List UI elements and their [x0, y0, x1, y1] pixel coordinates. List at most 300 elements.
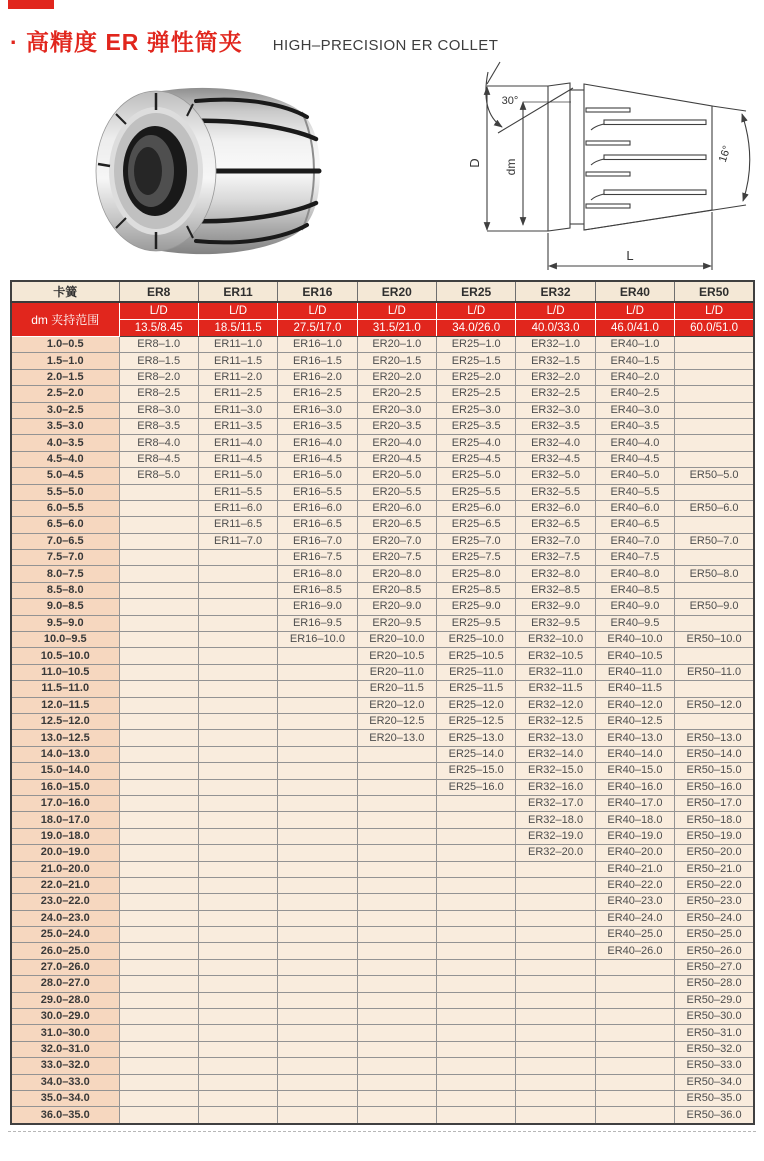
dim-label-dm: dm [504, 158, 518, 176]
data-cell [516, 861, 595, 877]
data-cell: ER25–7.0 [437, 533, 516, 549]
data-cell [119, 779, 198, 795]
table-row [11, 353, 754, 369]
data-cell [198, 894, 277, 910]
data-cell [675, 451, 754, 467]
data-cell: ER16–6.5 [278, 517, 357, 533]
data-cell [198, 1041, 277, 1057]
range-cell: 8.5–8.0 [11, 582, 119, 598]
data-cell [119, 730, 198, 746]
data-cell [595, 1107, 674, 1124]
data-cell: ER40–9.5 [595, 615, 674, 631]
data-cell: ER32–8.0 [516, 566, 595, 582]
data-cell: ER32–10.0 [516, 632, 595, 648]
data-cell: ER20–6.5 [357, 517, 436, 533]
data-cell: ER40–7.0 [595, 533, 674, 549]
data-cell [278, 845, 357, 861]
data-cell [119, 517, 198, 533]
data-cell: ER50–23.0 [675, 894, 754, 910]
data-cell [198, 697, 277, 713]
data-cell [437, 845, 516, 861]
data-cell: ER40–13.0 [595, 730, 674, 746]
data-cell [595, 1009, 674, 1025]
table-row [11, 1025, 754, 1041]
data-cell [119, 927, 198, 943]
data-cell [675, 402, 754, 418]
range-cell: 36.0–35.0 [11, 1107, 119, 1124]
dim-label-l: L [626, 248, 634, 263]
data-cell [437, 976, 516, 992]
data-cell [119, 615, 198, 631]
range-cell: 23.0–22.0 [11, 894, 119, 910]
data-cell [198, 828, 277, 844]
range-cell: 17.0–16.0 [11, 795, 119, 811]
data-cell [198, 746, 277, 762]
range-cell: 14.0–13.0 [11, 746, 119, 762]
data-cell [119, 1090, 198, 1106]
data-cell: ER20–7.5 [357, 550, 436, 566]
data-cell: ER40–18.0 [595, 812, 674, 828]
ld-label-cell: L/D [357, 302, 436, 320]
data-cell: ER40–15.0 [595, 763, 674, 779]
data-cell: ER32–12.0 [516, 697, 595, 713]
range-cell: 29.0–28.0 [11, 992, 119, 1008]
data-cell: ER20–5.0 [357, 468, 436, 484]
data-cell: ER32–17.0 [516, 795, 595, 811]
data-cell: ER8–5.0 [119, 468, 198, 484]
data-cell [437, 1058, 516, 1074]
table-row [11, 861, 754, 877]
ld-value-cell: 13.5/8.45 [119, 320, 198, 337]
data-cell [675, 550, 754, 566]
ld-label-cell: L/D [595, 302, 674, 320]
data-cell: ER11–1.5 [198, 353, 277, 369]
data-cell: ER25–11.5 [437, 681, 516, 697]
collet-photo [64, 70, 380, 274]
data-cell: ER16–5.0 [278, 468, 357, 484]
data-cell [198, 713, 277, 729]
range-cell: 21.0–20.0 [11, 861, 119, 877]
data-cell: ER32–14.0 [516, 746, 595, 762]
data-cell [198, 730, 277, 746]
range-cell: 12.0–11.5 [11, 697, 119, 713]
data-cell: ER40–5.5 [595, 484, 674, 500]
data-cell [119, 566, 198, 582]
data-cell: ER20–3.5 [357, 418, 436, 434]
data-cell: ER50–33.0 [675, 1058, 754, 1074]
data-cell: ER11–3.0 [198, 402, 277, 418]
column-header: ER25 [437, 281, 516, 302]
table-row [11, 927, 754, 943]
data-cell: ER32–2.5 [516, 386, 595, 402]
data-cell [278, 943, 357, 959]
data-cell: ER11–6.0 [198, 500, 277, 516]
data-cell: ER16–7.5 [278, 550, 357, 566]
ld-label-cell: L/D [437, 302, 516, 320]
data-cell: ER32–9.0 [516, 599, 595, 615]
data-cell [278, 1090, 357, 1106]
data-cell [595, 1041, 674, 1057]
data-cell: ER32–13.0 [516, 730, 595, 746]
data-cell [516, 976, 595, 992]
data-cell [198, 812, 277, 828]
data-cell [119, 943, 198, 959]
data-cell [198, 1009, 277, 1025]
data-cell [119, 976, 198, 992]
data-cell: ER25–11.0 [437, 664, 516, 680]
data-cell: ER40–26.0 [595, 943, 674, 959]
data-cell: ER16–6.0 [278, 500, 357, 516]
data-cell [437, 1025, 516, 1041]
data-cell [675, 582, 754, 598]
data-cell: ER40–10.5 [595, 648, 674, 664]
data-cell: ER25–5.5 [437, 484, 516, 500]
data-cell [119, 697, 198, 713]
data-cell: ER50–12.0 [675, 697, 754, 713]
data-cell: ER50–14.0 [675, 746, 754, 762]
data-cell [595, 959, 674, 975]
data-cell: ER25–1.0 [437, 337, 516, 353]
data-cell: ER32–11.5 [516, 681, 595, 697]
data-cell: ER20–2.5 [357, 386, 436, 402]
data-cell [437, 877, 516, 893]
data-cell: ER11–5.5 [198, 484, 277, 500]
data-cell [198, 943, 277, 959]
ld-value-cell: 18.5/11.5 [198, 320, 277, 337]
range-cell: 1.0–0.5 [11, 337, 119, 353]
data-cell [357, 1025, 436, 1041]
data-cell: ER16–3.5 [278, 418, 357, 434]
data-cell [278, 779, 357, 795]
table-row [11, 697, 754, 713]
range-cell: 5.0–4.5 [11, 468, 119, 484]
data-cell [357, 795, 436, 811]
data-cell [198, 959, 277, 975]
data-cell [119, 1041, 198, 1057]
range-cell: 31.0–30.0 [11, 1025, 119, 1041]
data-cell: ER40–17.0 [595, 795, 674, 811]
range-cell: 9.5–9.0 [11, 615, 119, 631]
data-cell [278, 795, 357, 811]
range-cell: 35.0–34.0 [11, 1090, 119, 1106]
data-cell [198, 877, 277, 893]
data-cell [198, 779, 277, 795]
data-cell [675, 615, 754, 631]
data-cell [357, 927, 436, 943]
table-row [11, 582, 754, 598]
data-cell: ER16–2.5 [278, 386, 357, 402]
data-cell: ER25–1.5 [437, 353, 516, 369]
data-cell [357, 1090, 436, 1106]
data-cell [198, 566, 277, 582]
table-row [11, 877, 754, 893]
data-cell: ER11–4.0 [198, 435, 277, 451]
data-cell [198, 664, 277, 680]
data-cell: ER32–3.5 [516, 418, 595, 434]
data-cell [278, 697, 357, 713]
data-cell: ER32–19.0 [516, 828, 595, 844]
data-cell: ER50–20.0 [675, 845, 754, 861]
data-cell: ER20–11.5 [357, 681, 436, 697]
table-row [11, 369, 754, 385]
data-cell [119, 500, 198, 516]
data-cell [516, 943, 595, 959]
data-cell [198, 795, 277, 811]
ld-value-cell: 27.5/17.0 [278, 320, 357, 337]
range-cell: 11.0–10.5 [11, 664, 119, 680]
data-cell: ER40–5.0 [595, 468, 674, 484]
table-row [11, 943, 754, 959]
range-cell: 19.0–18.0 [11, 828, 119, 844]
table-row [11, 664, 754, 680]
range-cell: 12.5–12.0 [11, 713, 119, 729]
data-cell: ER32–4.5 [516, 451, 595, 467]
data-cell: ER25–14.0 [437, 746, 516, 762]
range-cell: 16.0–15.0 [11, 779, 119, 795]
data-cell [357, 959, 436, 975]
table-row [11, 632, 754, 648]
data-cell: ER11–6.5 [198, 517, 277, 533]
data-cell: ER8–1.0 [119, 337, 198, 353]
data-cell [198, 976, 277, 992]
data-cell: ER40–12.5 [595, 713, 674, 729]
data-cell: ER50–28.0 [675, 976, 754, 992]
data-cell [516, 959, 595, 975]
data-cell: ER11–4.5 [198, 451, 277, 467]
data-cell [278, 1074, 357, 1090]
table-row [11, 599, 754, 615]
data-cell [119, 877, 198, 893]
data-cell [278, 713, 357, 729]
data-cell [278, 828, 357, 844]
data-cell [437, 943, 516, 959]
data-cell [437, 795, 516, 811]
data-cell: ER40–9.0 [595, 599, 674, 615]
data-cell [357, 877, 436, 893]
data-cell: ER25–4.5 [437, 451, 516, 467]
ld-label-row [11, 302, 754, 320]
data-cell: ER50–30.0 [675, 1009, 754, 1025]
data-cell: ER32–5.0 [516, 468, 595, 484]
row-header: dm 夹持范围 [11, 302, 119, 337]
data-cell [675, 484, 754, 500]
data-cell: ER20–7.0 [357, 533, 436, 549]
range-cell: 33.0–32.0 [11, 1058, 119, 1074]
data-cell: ER11–2.5 [198, 386, 277, 402]
data-cell [675, 386, 754, 402]
ld-values-row [11, 320, 754, 337]
data-cell [198, 582, 277, 598]
data-cell: ER20–10.5 [357, 648, 436, 664]
data-cell: ER32–15.0 [516, 763, 595, 779]
range-cell: 3.0–2.5 [11, 402, 119, 418]
data-cell [357, 812, 436, 828]
ld-label-cell: L/D [198, 302, 277, 320]
data-cell [357, 779, 436, 795]
data-cell [198, 763, 277, 779]
page-title-chinese: · 高精度 ER 弹性筒夹 [10, 29, 243, 55]
data-cell [357, 861, 436, 877]
data-cell: ER40–3.0 [595, 402, 674, 418]
data-cell: ER50–27.0 [675, 959, 754, 975]
data-cell: ER50–6.0 [675, 500, 754, 516]
data-cell [516, 1009, 595, 1025]
data-cell: ER40–6.5 [595, 517, 674, 533]
data-cell: ER16–7.0 [278, 533, 357, 549]
data-cell [119, 681, 198, 697]
data-cell: ER25–16.0 [437, 779, 516, 795]
data-cell: ER25–6.5 [437, 517, 516, 533]
data-cell [595, 1025, 674, 1041]
data-cell [278, 1041, 357, 1057]
range-cell: 28.0–27.0 [11, 976, 119, 992]
data-cell: ER50–17.0 [675, 795, 754, 811]
data-cell: ER40–19.0 [595, 828, 674, 844]
data-cell: ER20–9.0 [357, 599, 436, 615]
data-cell: ER50–13.0 [675, 730, 754, 746]
column-header: ER32 [516, 281, 595, 302]
data-cell [278, 763, 357, 779]
range-cell: 10.0–9.5 [11, 632, 119, 648]
data-cell: ER32–6.0 [516, 500, 595, 516]
data-cell: ER16–8.5 [278, 582, 357, 598]
data-cell: ER40–25.0 [595, 927, 674, 943]
data-cell: ER50–7.0 [675, 533, 754, 549]
data-cell: ER20–1.0 [357, 337, 436, 353]
data-cell [516, 894, 595, 910]
data-cell: ER8–4.0 [119, 435, 198, 451]
data-cell [119, 484, 198, 500]
data-cell: ER16–9.5 [278, 615, 357, 631]
data-cell [278, 959, 357, 975]
data-cell [278, 746, 357, 762]
data-cell [198, 648, 277, 664]
data-cell [357, 828, 436, 844]
data-cell [675, 648, 754, 664]
data-cell: ER20–4.5 [357, 451, 436, 467]
data-cell [119, 632, 198, 648]
column-header: ER16 [278, 281, 357, 302]
data-cell: ER25–15.0 [437, 763, 516, 779]
data-cell [119, 582, 198, 598]
data-cell [516, 910, 595, 926]
data-cell [119, 1025, 198, 1041]
data-cell [119, 1074, 198, 1090]
data-cell: ER16–9.0 [278, 599, 357, 615]
data-cell: ER25–2.5 [437, 386, 516, 402]
data-cell: ER40–3.5 [595, 418, 674, 434]
data-cell [437, 1041, 516, 1057]
page-bottom-dashed-line [8, 1131, 756, 1132]
data-cell: ER20–10.0 [357, 632, 436, 648]
data-cell [357, 992, 436, 1008]
data-cell: ER16–5.5 [278, 484, 357, 500]
data-cell [516, 1074, 595, 1090]
data-cell: ER40–1.5 [595, 353, 674, 369]
data-cell [198, 550, 277, 566]
data-cell: ER50–35.0 [675, 1090, 754, 1106]
data-cell [357, 976, 436, 992]
data-cell [119, 713, 198, 729]
table-header-row [11, 281, 754, 302]
collet-drawing-image [438, 54, 764, 284]
data-cell [675, 418, 754, 434]
data-cell: ER20–3.0 [357, 402, 436, 418]
data-cell: ER40–8.0 [595, 566, 674, 582]
data-cell: ER20–11.0 [357, 664, 436, 680]
table-body [11, 337, 754, 1124]
data-cell [357, 1058, 436, 1074]
range-cell: 7.0–6.5 [11, 533, 119, 549]
range-cell: 2.0–1.5 [11, 369, 119, 385]
ld-label-cell: L/D [516, 302, 595, 320]
ld-value-cell: 34.0/26.0 [437, 320, 516, 337]
table-row [11, 730, 754, 746]
ld-label-cell: L/D [278, 302, 357, 320]
table-row [11, 435, 754, 451]
data-cell [516, 1107, 595, 1124]
data-cell [675, 713, 754, 729]
data-cell: ER20–12.0 [357, 697, 436, 713]
data-cell: ER16–10.0 [278, 632, 357, 648]
data-cell: ER32–1.0 [516, 337, 595, 353]
data-cell: ER8–3.0 [119, 402, 198, 418]
data-cell [119, 1058, 198, 1074]
column-header: ER8 [119, 281, 198, 302]
data-cell [198, 615, 277, 631]
range-cell: 34.0–33.0 [11, 1074, 119, 1090]
data-cell: ER50–9.0 [675, 599, 754, 615]
range-cell: 5.5–5.0 [11, 484, 119, 500]
data-cell: ER32–4.0 [516, 435, 595, 451]
data-cell [675, 517, 754, 533]
ld-value-cell: 46.0/41.0 [595, 320, 674, 337]
data-cell: ER40–24.0 [595, 910, 674, 926]
data-cell: ER25–12.5 [437, 713, 516, 729]
data-cell [198, 632, 277, 648]
range-cell: 8.0–7.5 [11, 566, 119, 582]
data-cell: ER8–1.5 [119, 353, 198, 369]
data-cell: ER50–5.0 [675, 468, 754, 484]
data-cell: ER32–6.5 [516, 517, 595, 533]
range-cell: 25.0–24.0 [11, 927, 119, 943]
data-cell [198, 1107, 277, 1124]
collet-size-table [10, 280, 755, 1125]
ld-label-cell: L/D [675, 302, 754, 320]
data-cell [198, 927, 277, 943]
data-cell: ER50–31.0 [675, 1025, 754, 1041]
data-cell: ER25–10.5 [437, 648, 516, 664]
table-row [11, 959, 754, 975]
data-cell: ER25–2.0 [437, 369, 516, 385]
data-cell: ER32–9.5 [516, 615, 595, 631]
data-cell: ER11–5.0 [198, 468, 277, 484]
ld-label-cell: L/D [119, 302, 198, 320]
data-cell [437, 861, 516, 877]
data-cell: ER32–11.0 [516, 664, 595, 680]
table-row [11, 648, 754, 664]
data-cell: ER20–2.0 [357, 369, 436, 385]
data-cell [198, 681, 277, 697]
data-cell: ER40–4.0 [595, 435, 674, 451]
range-cell: 13.0–12.5 [11, 730, 119, 746]
range-cell: 30.0–29.0 [11, 1009, 119, 1025]
data-cell [437, 910, 516, 926]
data-cell: ER32–3.0 [516, 402, 595, 418]
data-cell: ER16–8.0 [278, 566, 357, 582]
data-cell: ER32–7.5 [516, 550, 595, 566]
data-cell: ER40–16.0 [595, 779, 674, 795]
